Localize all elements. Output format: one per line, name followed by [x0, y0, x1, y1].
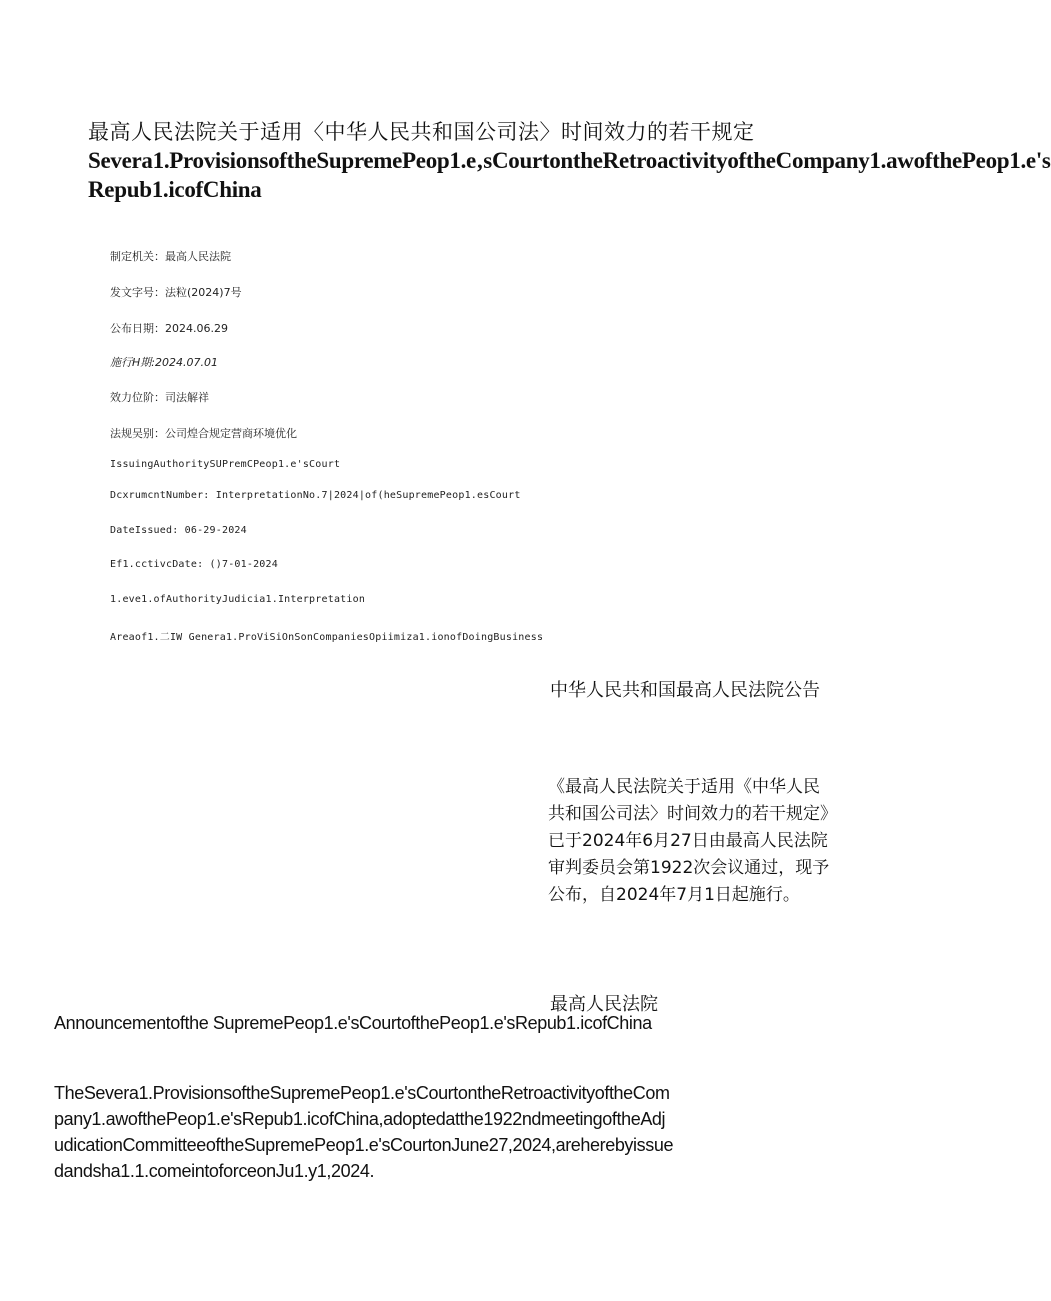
notice-title: 中华人民共和国最高人民法院公告 [550, 680, 820, 701]
announcement-body-line: dandsha1.1.comeintoforceonJu1.y1,2024. [54, 1161, 375, 1181]
notice-body-line: 公布，自2024年7月1日起施行。 [548, 885, 800, 905]
announcement-title-en: Announcementofthe SupremePeop1.e'sCourtofthePeop1.e'sRepub1.icofChina [54, 1013, 652, 1033]
notice-body-line: 《最高人民法院关于适用《中华人民 [548, 777, 820, 797]
notice-body-line: 已于2024年6月27日由最高人民法院 [548, 831, 828, 851]
meta-date-issued-en: DateIssued: 06-29-2024 [110, 525, 247, 536]
announcement-body-line: pany1.awofthePeop1.e'sRepub1.icofChina,adoptedatthe1922ndmeetingoftheAdj [54, 1109, 666, 1129]
meta-level-of-authority-cn: 效力位阶：司法解祥 [110, 391, 209, 404]
meta-issuing-authority-en: IssuingAuthoritySUPremCPeop1.e'sCourt [110, 459, 341, 470]
document-title-cn: 最高人民法院关于适用〈中华人民共和国公司法〉时间效力的若干规定 [88, 120, 755, 144]
notice-body-line: 审判委员会第1922次会议通过，现予 [548, 858, 830, 878]
meta-issuing-authority-cn: 制定机关：最高人民法院 [110, 250, 231, 263]
meta-effective-date-en: Ef1.cctivcDate: ()7-01-2024 [110, 559, 278, 570]
announcement-body-line: udicationCommitteeoftheSupremePeop1.e'sCourtonJune27,2024,areherebyissue [54, 1135, 674, 1155]
meta-effective-date-cn: 施行H期:2024.07.01 [110, 356, 218, 369]
meta-document-number-en: DcxrumcntNumber: InterpretationNo.7|2024|of(heSupremePeop1.esCourt [110, 490, 521, 501]
meta-area-of-law-en: Areaof1.二IW Genera1.ProViSiOnSonCompaniesOpiimiza1.ionofDoingBusiness [110, 632, 544, 643]
meta-level-of-authority-en: 1.eve1.ofAuthorityJudicia1.Interpretation [110, 594, 366, 605]
announcement-body-line: TheSevera1.ProvisionsoftheSupremePeop1.e'sCourtontheRetroactivityoftheCom [54, 1083, 670, 1103]
meta-date-issued-cn: 公布日期：2024.06.29 [110, 322, 228, 335]
meta-document-number-cn: 发文字号：法粒(2024)7号 [110, 286, 242, 299]
document-title-en: Severa1.ProvisionsoftheSupremePeop1.e‚sCourtontheRetroactivityoftheCompany1.awofthePeop1.e's Repub1.icofChina [88, 148, 1051, 202]
meta-area-of-law-cn: 法规吴别：公司煌合规定营商环境优化 [110, 427, 297, 440]
notice-body [548, 774, 866, 909]
notice-signature: 最高人民法院 [550, 994, 658, 1015]
notice-body-line: 共和国公司法〉时间效力的若干规定》 [548, 804, 837, 824]
announcement-body-en [54, 1080, 844, 1184]
